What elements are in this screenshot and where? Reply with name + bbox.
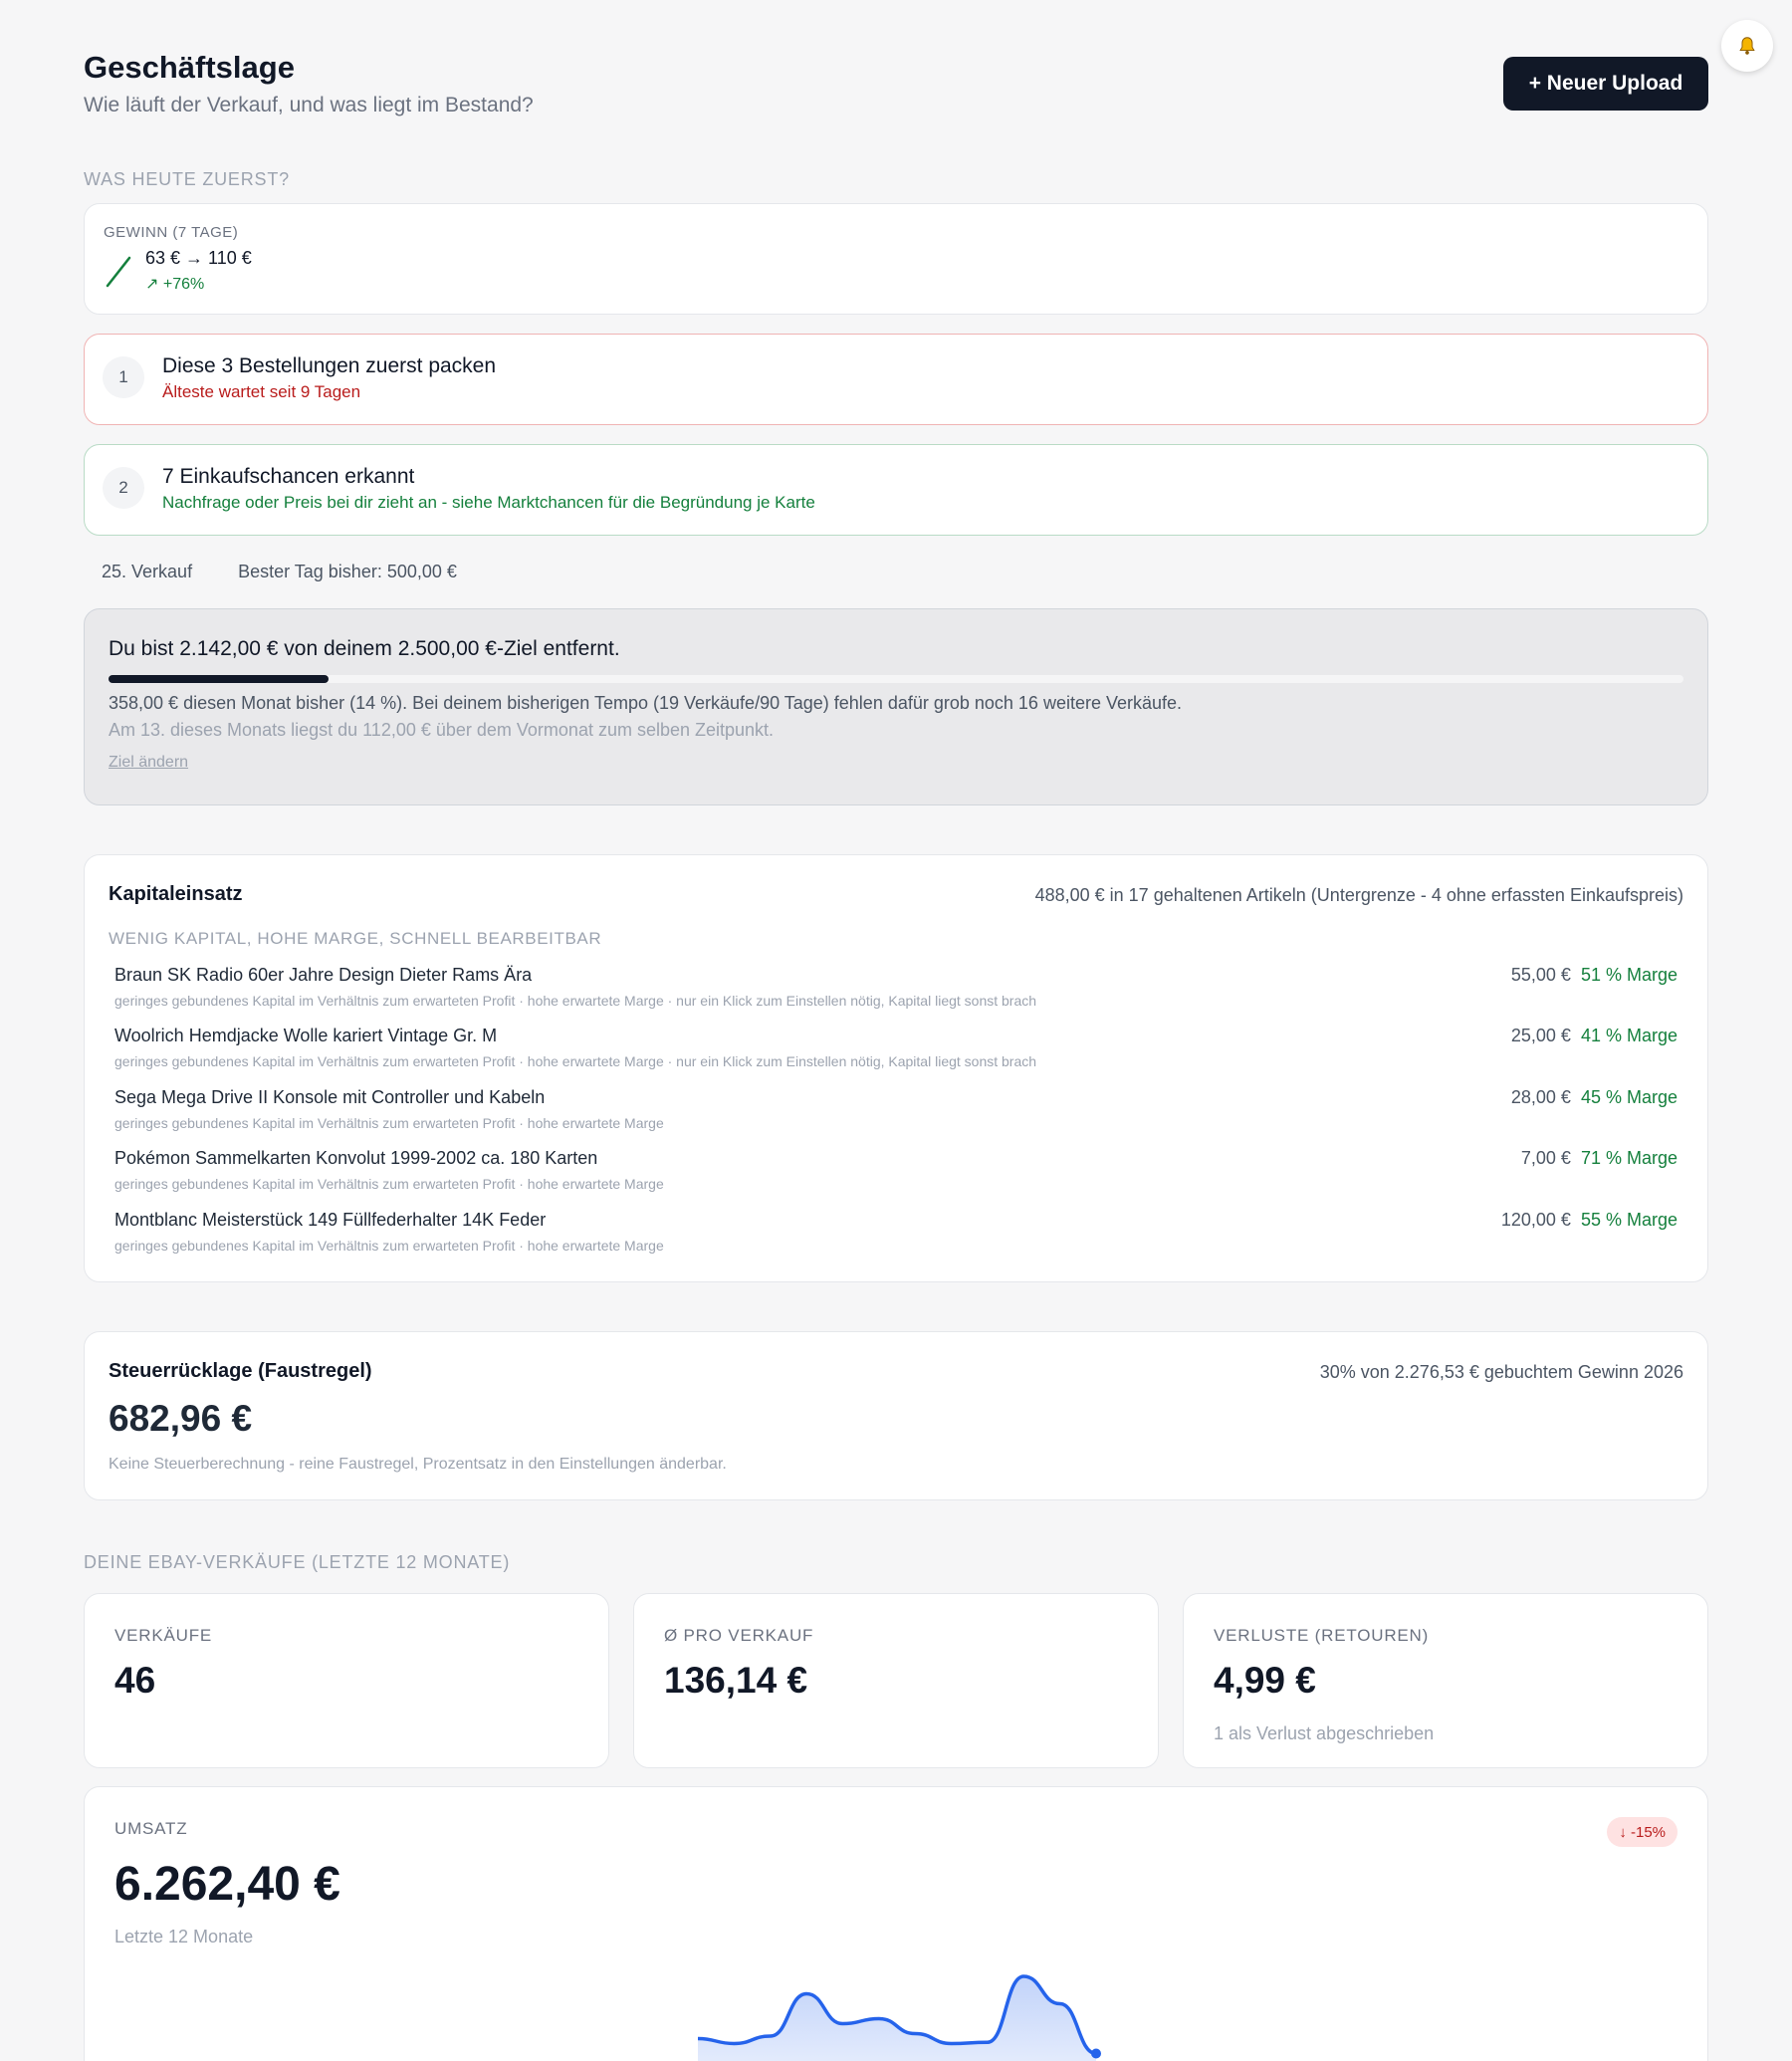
step-number: 1 — [103, 356, 144, 398]
item-note: geringes gebundenes Kapital im Verhältnis zum erwarteten Profit · hohe erwartete Marge · nur ein Klick zum Einstellen nötig, Kapital liegt sonst brach — [114, 1053, 1037, 1069]
gewinn-delta: ↗ +76% — [145, 276, 205, 293]
step-title: Diese 3 Bestellungen zuerst packen — [162, 354, 497, 377]
item-values — [1501, 1210, 1678, 1231]
goal-comparison: Am 13. dieses Monats liegst du 112,00 € über dem Vormonat zum selben Zeitpunkt. — [109, 720, 775, 740]
item-margin: 71 % Marge — [1580, 1148, 1678, 1168]
capital-card — [84, 854, 1708, 1282]
item-name: Pokémon Sammelkarten Konvolut 1999-2002 ca. 180 Karten — [114, 1148, 598, 1168]
kpi-note: 1 als Verlust abgeschrieben — [1214, 1723, 1435, 1743]
kpi-label: Ø PRO VERKAUF — [664, 1626, 814, 1645]
gewinn-label: GEWINN (7 TAGE) — [104, 224, 239, 241]
step-card-opportunities[interactable] — [84, 444, 1708, 536]
kpi-card-sales — [84, 1593, 609, 1768]
revenue-last-point — [1091, 2049, 1101, 2059]
goal-progress-fill — [109, 675, 329, 683]
tax-basis: 30% von 2.276,53 € gebuchtem Gewinn 2026 — [1319, 1362, 1683, 1382]
capital-item[interactable] — [114, 965, 1678, 1021]
capital-item[interactable] — [114, 1148, 1678, 1204]
kpi-label: VERKÄUFE — [114, 1626, 213, 1645]
kpi-label: VERLUSTE (RETOUREN) — [1214, 1626, 1430, 1645]
tax-note: Keine Steuerberechnung - reine Faustregel, Prozentsatz in den Einstellungen änderbar. — [109, 1456, 727, 1473]
item-price: 120,00 € — [1500, 1210, 1571, 1230]
step-number: 2 — [103, 467, 144, 509]
goal-title: Du bist 2.142,00 € von deinem 2.500,00 €-Ziel entfernt. — [109, 637, 620, 660]
best-day: Bester Tag bisher: 500,00 € — [238, 562, 457, 581]
capital-item[interactable] — [114, 1026, 1678, 1081]
item-price: 7,00 € — [1520, 1148, 1571, 1168]
item-values — [1511, 1087, 1678, 1108]
item-price: 55,00 € — [1510, 965, 1571, 985]
item-name: Woolrich Hemdjacke Wolle kariert Vintage Gr. M — [114, 1026, 498, 1045]
item-margin: 41 % Marge — [1580, 1026, 1678, 1045]
item-values — [1511, 1026, 1678, 1046]
tax-reserve-card — [84, 1331, 1708, 1500]
goal-card — [84, 608, 1708, 805]
gewinn-card — [84, 203, 1708, 315]
item-margin: 45 % Marge — [1580, 1087, 1678, 1107]
trend-up-icon — [105, 254, 132, 290]
capital-item[interactable] — [114, 1087, 1678, 1143]
change-goal-link[interactable]: Ziel ändern — [109, 754, 189, 771]
step-card-packing[interactable] — [84, 334, 1708, 425]
section-label-ebay: DEINE EBAY-VERKÄUFE (LETZTE 12 MONATE) — [84, 1552, 511, 1572]
kpi-value: 4,99 € — [1214, 1660, 1316, 1701]
step-title: 7 Einkaufschancen erkannt — [162, 465, 415, 488]
goal-progress-bar — [109, 675, 1683, 683]
capital-subheading: WENIG KAPITAL, HOHE MARGE, SCHNELL BEARBEITBAR — [109, 929, 602, 948]
goal-description: 358,00 € diesen Monat bisher (14 %). Bei deinem bisherigen Tempo (19 Verkäufe/90 Tage) fehlen dafür grob noch 16 weitere Verkäufe. — [109, 693, 1183, 713]
item-price: 25,00 € — [1510, 1026, 1571, 1045]
step-subtitle: Nachfrage oder Preis bei dir zieht an - siehe Marktchancen für die Begründung je Karte — [162, 493, 815, 512]
revenue-card — [84, 1786, 1708, 2061]
item-name: Sega Mega Drive II Konsole mit Controller und Kabeln — [114, 1087, 546, 1107]
kpi-value: 136,14 € — [664, 1660, 808, 1701]
capital-item[interactable] — [114, 1210, 1678, 1265]
bell-icon — [1736, 35, 1758, 57]
revenue-label: UMSATZ — [114, 1819, 188, 1838]
tax-title: Steuerrücklage (Faustregel) — [109, 1360, 372, 1382]
notifications-button[interactable] — [1721, 20, 1773, 72]
item-margin: 51 % Marge — [1580, 965, 1678, 985]
item-note: geringes gebundenes Kapital im Verhältnis zum erwarteten Profit · hohe erwartete Marge — [114, 1176, 664, 1192]
page-subtitle: Wie läuft der Verkauf, und was liegt im Bestand? — [84, 94, 534, 116]
kpi-card-avg-sale — [633, 1593, 1159, 1768]
item-note: geringes gebundenes Kapital im Verhältnis zum erwarteten Profit · hohe erwartete Marge — [114, 1115, 664, 1131]
section-label-today: WAS HEUTE ZUERST? — [84, 169, 290, 189]
gewinn-values: 63 € → 110 € — [145, 248, 252, 268]
item-name: Braun SK Radio 60er Jahre Design Dieter Rams Ära — [114, 965, 533, 985]
sale-count: 25. Verkauf — [102, 562, 193, 581]
capital-summary: 488,00 € in 17 gehaltenen Artikeln (Untergrenze - 4 ohne erfassten Einkaufspreis) — [1034, 885, 1683, 905]
step-subtitle: Älteste wartet seit 9 Tagen — [162, 382, 361, 401]
kpi-card-losses — [1183, 1593, 1708, 1768]
revenue-change-badge: ↓ -15% — [1607, 1817, 1678, 1847]
revenue-period: Letzte 12 Monate — [114, 1927, 254, 1946]
item-values — [1521, 1148, 1678, 1169]
item-margin: 55 % Marge — [1580, 1210, 1678, 1230]
sales-stats — [102, 562, 457, 582]
tax-amount: 682,96 € — [109, 1398, 253, 1439]
item-name: Montblanc Meisterstück 149 Füllfederhalter 14K Feder — [114, 1210, 547, 1230]
page-header — [84, 50, 1708, 129]
new-upload-button[interactable]: + Neuer Upload — [1503, 57, 1708, 111]
item-price: 28,00 € — [1510, 1087, 1571, 1107]
page-title: Geschäftslage — [84, 50, 295, 85]
item-note: geringes gebundenes Kapital im Verhältnis zum erwarteten Profit · hohe erwartete Marge — [114, 1238, 664, 1254]
capital-title: Kapitaleinsatz — [109, 883, 243, 905]
item-values — [1511, 965, 1678, 986]
revenue-sparkline — [85, 1946, 1709, 2061]
item-note: geringes gebundenes Kapital im Verhältnis zum erwarteten Profit · hohe erwartete Marge · nur ein Klick zum Einstellen nötig, Kapital liegt sonst brach — [114, 993, 1037, 1009]
kpi-value: 46 — [114, 1660, 156, 1701]
revenue-area — [698, 1976, 1096, 2061]
revenue-value: 6.262,40 € — [114, 1858, 340, 1911]
